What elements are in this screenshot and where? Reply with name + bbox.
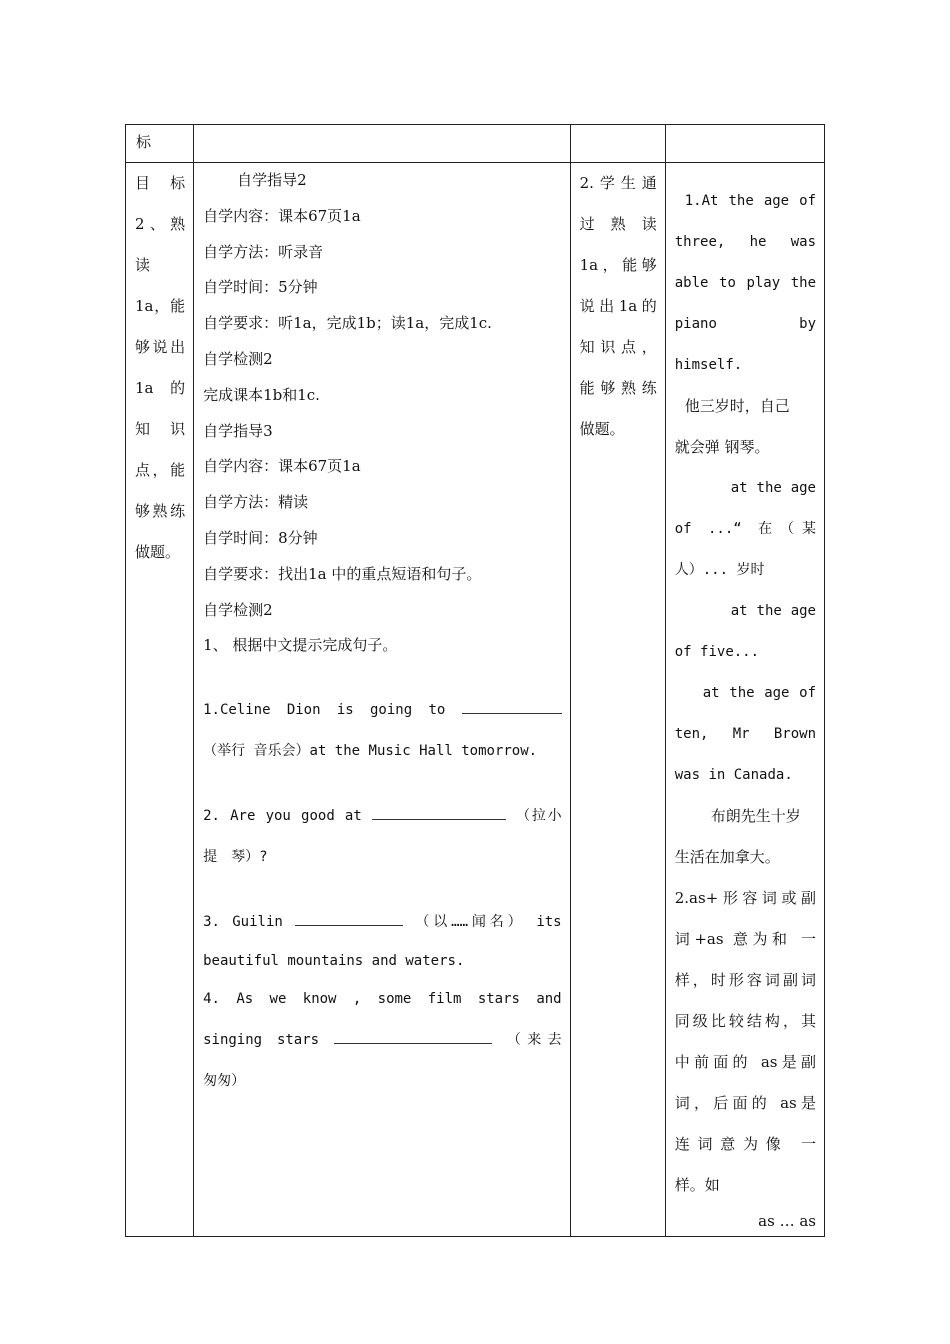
note-line: 布朗先生十岁 [710, 807, 801, 825]
guide-content-3: 自学内容：课本67页1a [203, 457, 361, 476]
student-line: 过熟读 [579, 215, 657, 233]
guide-title-3: 自学指导3 [203, 421, 273, 440]
question-2 [203, 796, 562, 878]
goal-line: 2、熟 [135, 215, 186, 233]
goal-line: 1a 的 [135, 379, 186, 397]
note-line: as … as [758, 1212, 816, 1230]
guide-method-2: 自学方法：听录音 [203, 242, 324, 261]
question-3-line-2: beautiful mountains and waters. [203, 953, 465, 970]
question-2-line-1: 2. Are you good at （拉小 [203, 796, 562, 837]
goal-line: 点，能 [135, 461, 186, 479]
note-line: at the age [730, 603, 816, 619]
student-line: 1a，能够 [579, 256, 657, 274]
note-line: 2.as+形容词或副 [674, 889, 816, 907]
note-line: 就会弹 钢琴。 [674, 438, 770, 456]
header-label: 标 [136, 133, 152, 151]
note-line: three, he was [674, 234, 816, 250]
header-cell-notes [665, 125, 824, 163]
note-line: himself. [674, 357, 743, 373]
note-line: ten, Mr Brown [674, 726, 816, 742]
question-2-line-2: 提 琴）? [203, 849, 268, 866]
student-line: 2.学生通 [579, 174, 657, 192]
note-line: 样，时形容词副词 [674, 971, 816, 989]
question-3 [203, 902, 562, 979]
note-line: 1.At the age of [684, 193, 816, 209]
goal-line: 读 [135, 256, 151, 274]
student-line: 能够熟练 [579, 379, 657, 397]
guide-time-3: 自学时间：8分钟 [203, 528, 318, 547]
note-line: at the age [730, 480, 816, 496]
answer-blank[interactable] [372, 805, 506, 820]
guide-requirement-2: 自学要求：听1a，完成1b；读1a，完成1c. [203, 314, 492, 333]
note-line: of five... [674, 644, 760, 660]
note-line: 样。如 [674, 1176, 720, 1194]
guide-time-2: 自学时间：5分钟 [203, 278, 318, 297]
guide-title-2: 自学指导2 [237, 171, 307, 189]
self-check-body: 完成课本1b和1c. [203, 385, 320, 404]
guide-content-2: 自学内容：课本67页1a [203, 206, 361, 225]
note-line: was in Canada. [674, 767, 793, 783]
header-cell-goal [126, 125, 194, 163]
note-line: 中前面的 as是副 [674, 1053, 816, 1071]
student-line: 说出1a的 [579, 297, 657, 315]
self-study-guide [194, 163, 570, 1102]
student-cell [570, 163, 665, 1237]
goal-line: 1a，能 [135, 297, 186, 315]
note-line: 人）... 岁时 [674, 562, 765, 578]
learning-goal [126, 163, 193, 573]
note-line: 他三岁时，自己 [684, 397, 790, 415]
answer-blank[interactable] [334, 1029, 492, 1044]
question-1-line-1: 1.Celine Dion is going to [203, 690, 562, 731]
guide-cell [194, 163, 571, 1237]
table-main-row [126, 163, 825, 1237]
guide-method-3: 自学方法：精读 [203, 493, 309, 512]
note-line: piano by [674, 316, 816, 332]
student-line: 做题。 [579, 420, 625, 438]
question-4-line-2: singing stars （来去 [203, 1020, 562, 1061]
question-1-line-2: （举行 音乐会）at the Music Hall tomorrow. [203, 743, 538, 760]
student-activity [571, 163, 665, 450]
question-1 [203, 690, 562, 772]
table-header-row [126, 125, 825, 163]
guide-requirement-3: 自学要求：找出1a 中的重点短语和句子。 [203, 564, 482, 583]
language-notes [666, 163, 824, 1236]
goal-line: 做题。 [135, 543, 181, 561]
lesson-plan-table [125, 124, 825, 1237]
note-line: 同级比较结构，其 [674, 1012, 816, 1030]
note-line: able to play the [674, 275, 816, 291]
note-line: 生活在加拿大。 [674, 848, 780, 866]
self-check-heading-2: 自学检测2 [203, 600, 273, 619]
exercise-instruction: 1、 根据中文提示完成句子。 [203, 636, 398, 655]
goal-line: 目 标 [135, 174, 186, 192]
note-line: at the age of [702, 685, 816, 701]
student-line: 知识点， [579, 338, 657, 356]
question-3-line-1: 3. Guilin （以……闻名） its [203, 902, 562, 943]
question-4 [203, 979, 562, 1102]
goal-line: 够熟练 [135, 502, 186, 520]
note-line: 连词意为像 一 [674, 1135, 816, 1153]
note-line: of ...“ 在（某 [674, 521, 816, 537]
header-cell-guide [194, 125, 571, 163]
note-line: 词+as 意为和 一 [674, 930, 816, 948]
notes-cell [665, 163, 824, 1237]
answer-blank[interactable] [462, 699, 562, 714]
self-check-heading: 自学检测2 [203, 349, 273, 368]
answer-blank[interactable] [295, 911, 403, 926]
goal-line: 够说出 [135, 338, 186, 356]
note-line: 词，后面的 as是 [674, 1094, 816, 1112]
goal-line: 知 识 [135, 420, 186, 438]
header-cell-student [570, 125, 665, 163]
goal-cell [126, 163, 194, 1237]
question-4-line-1: 4. As we know , some film stars and [203, 991, 562, 1008]
question-4-line-3: 匆匆） [203, 1073, 246, 1090]
